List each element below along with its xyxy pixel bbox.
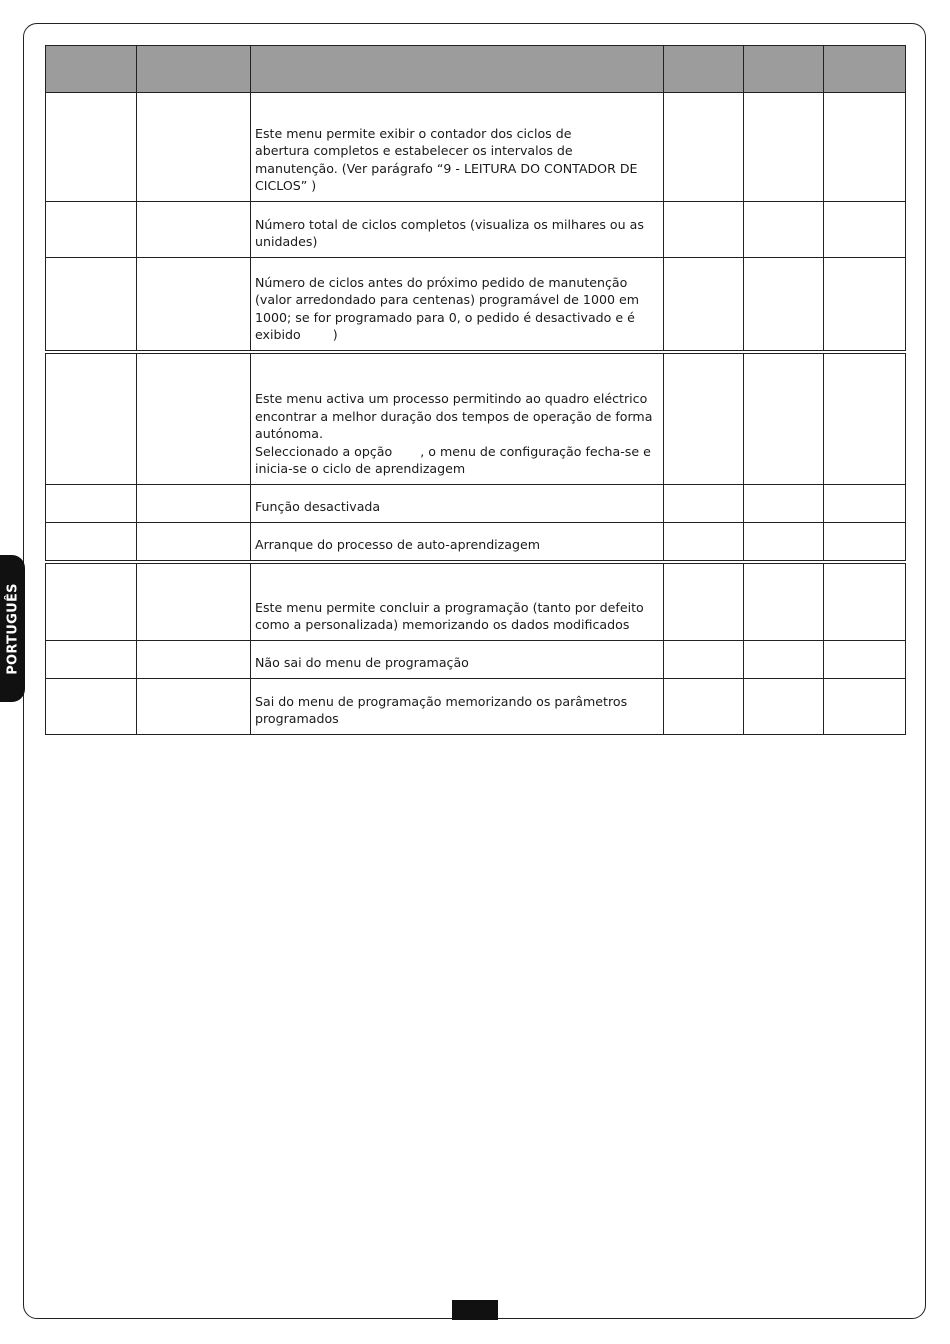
table-cell (744, 202, 824, 258)
table-cell (744, 523, 824, 563)
table-cell (664, 641, 744, 679)
table-cell (824, 562, 906, 641)
table-cell (137, 641, 251, 679)
table-cell (46, 352, 137, 485)
description-cell (251, 562, 664, 641)
description-line: (valor arredondado para centenas) programável de 1000 em (255, 292, 640, 308)
header-cell-3 (251, 46, 664, 93)
description-line: Número total de ciclos completos (visualiza os milhares ou as (255, 216, 644, 232)
table-cell (664, 523, 744, 563)
description-line: como a personalizada) memorizando os dados modificados (255, 617, 630, 633)
table-row (46, 562, 906, 641)
table-cell (824, 679, 906, 735)
table-row (46, 258, 906, 353)
description-line: Este menu permite concluir a programação (tanto por defeito (255, 599, 644, 615)
description-line: Número de ciclos antes do próximo pedido de manutenção (255, 274, 628, 290)
description-line: unidades) (255, 234, 318, 250)
description-line: Este menu activa um processo permitindo ao quadro eléctrico (255, 391, 648, 407)
table-cell (824, 258, 906, 353)
header-cell-6 (824, 46, 906, 93)
description-line: Não sai do menu de programação (255, 655, 469, 671)
table-cell (824, 485, 906, 523)
table-cell (664, 679, 744, 735)
table-cell (137, 258, 251, 353)
description-cell (251, 485, 664, 523)
description-line: 1000; se for programado para 0, o pedido é desactivado e é (255, 309, 635, 325)
table-cell (744, 679, 824, 735)
description-line: Função desactivada (255, 499, 381, 515)
table-row (46, 93, 906, 202)
parameters-table (45, 45, 906, 735)
table-cell (137, 679, 251, 735)
table-cell (46, 202, 137, 258)
table-cell (137, 485, 251, 523)
header-cell-4 (664, 46, 744, 93)
description-line: Seleccionado a opção , o menu de configuração fecha-se e (255, 443, 651, 459)
table-cell (664, 258, 744, 353)
language-tab (0, 555, 25, 702)
description-line: exibido ) (255, 327, 338, 343)
table-cell (744, 641, 824, 679)
table-row (46, 641, 906, 679)
description-cell (251, 679, 664, 735)
table-row (46, 202, 906, 258)
description-line: abertura completos e estabelecer os intervalos de (255, 143, 573, 159)
table-cell (46, 562, 137, 641)
description-line: manutenção. (Ver parágrafo “9 - LEITURA DO CONTADOR DE (255, 160, 638, 176)
table-cell (824, 202, 906, 258)
description-cell (251, 93, 664, 202)
table-cell (824, 93, 906, 202)
table-cell (46, 485, 137, 523)
description-line: CICLOS” ) (255, 178, 317, 194)
table-cell (664, 562, 744, 641)
table-header-row (46, 46, 906, 93)
table-cell (824, 352, 906, 485)
description-line: Este menu permite exibir o contador dos ciclos de (255, 125, 572, 141)
table-row (46, 523, 906, 563)
description-line: programados (255, 711, 339, 727)
table-cell (744, 258, 824, 353)
description-line: Arranque do processo de auto-aprendizagem (255, 537, 541, 553)
description-cell (251, 641, 664, 679)
description-line: inicia-se o ciclo de aprendizagem (255, 461, 466, 477)
description-line: encontrar a melhor duração dos tempos de operação de forma (255, 408, 653, 424)
description-line: Sai do menu de programação memorizando os parâmetros (255, 693, 628, 709)
table-cell (744, 93, 824, 202)
table-cell (744, 485, 824, 523)
table-cell (744, 562, 824, 641)
page-number-box (452, 1300, 498, 1320)
table-row (46, 352, 906, 485)
description-cell (251, 202, 664, 258)
table-cell (744, 352, 824, 485)
table-cell (664, 93, 744, 202)
table-cell (46, 93, 137, 202)
header-cell-1 (46, 46, 137, 93)
table-cell (137, 93, 251, 202)
header-cell-2 (137, 46, 251, 93)
description-line: autónoma. (255, 426, 324, 442)
table-cell (46, 679, 137, 735)
table-cell (46, 641, 137, 679)
table-cell (46, 258, 137, 353)
table-cell (46, 523, 137, 563)
header-cell-5 (744, 46, 824, 93)
table-row (46, 679, 906, 735)
table-row (46, 485, 906, 523)
table-cell (664, 352, 744, 485)
table-cell (664, 202, 744, 258)
description-cell (251, 523, 664, 563)
table-cell (824, 523, 906, 563)
description-cell (251, 258, 664, 353)
language-tab-label: PORTUGUÊS (5, 582, 20, 675)
table-cell (137, 352, 251, 485)
table-cell (137, 562, 251, 641)
table-cell (824, 641, 906, 679)
table-cell (664, 485, 744, 523)
table-cell (137, 523, 251, 563)
table-body (46, 93, 906, 735)
description-cell (251, 352, 664, 485)
table-cell (137, 202, 251, 258)
